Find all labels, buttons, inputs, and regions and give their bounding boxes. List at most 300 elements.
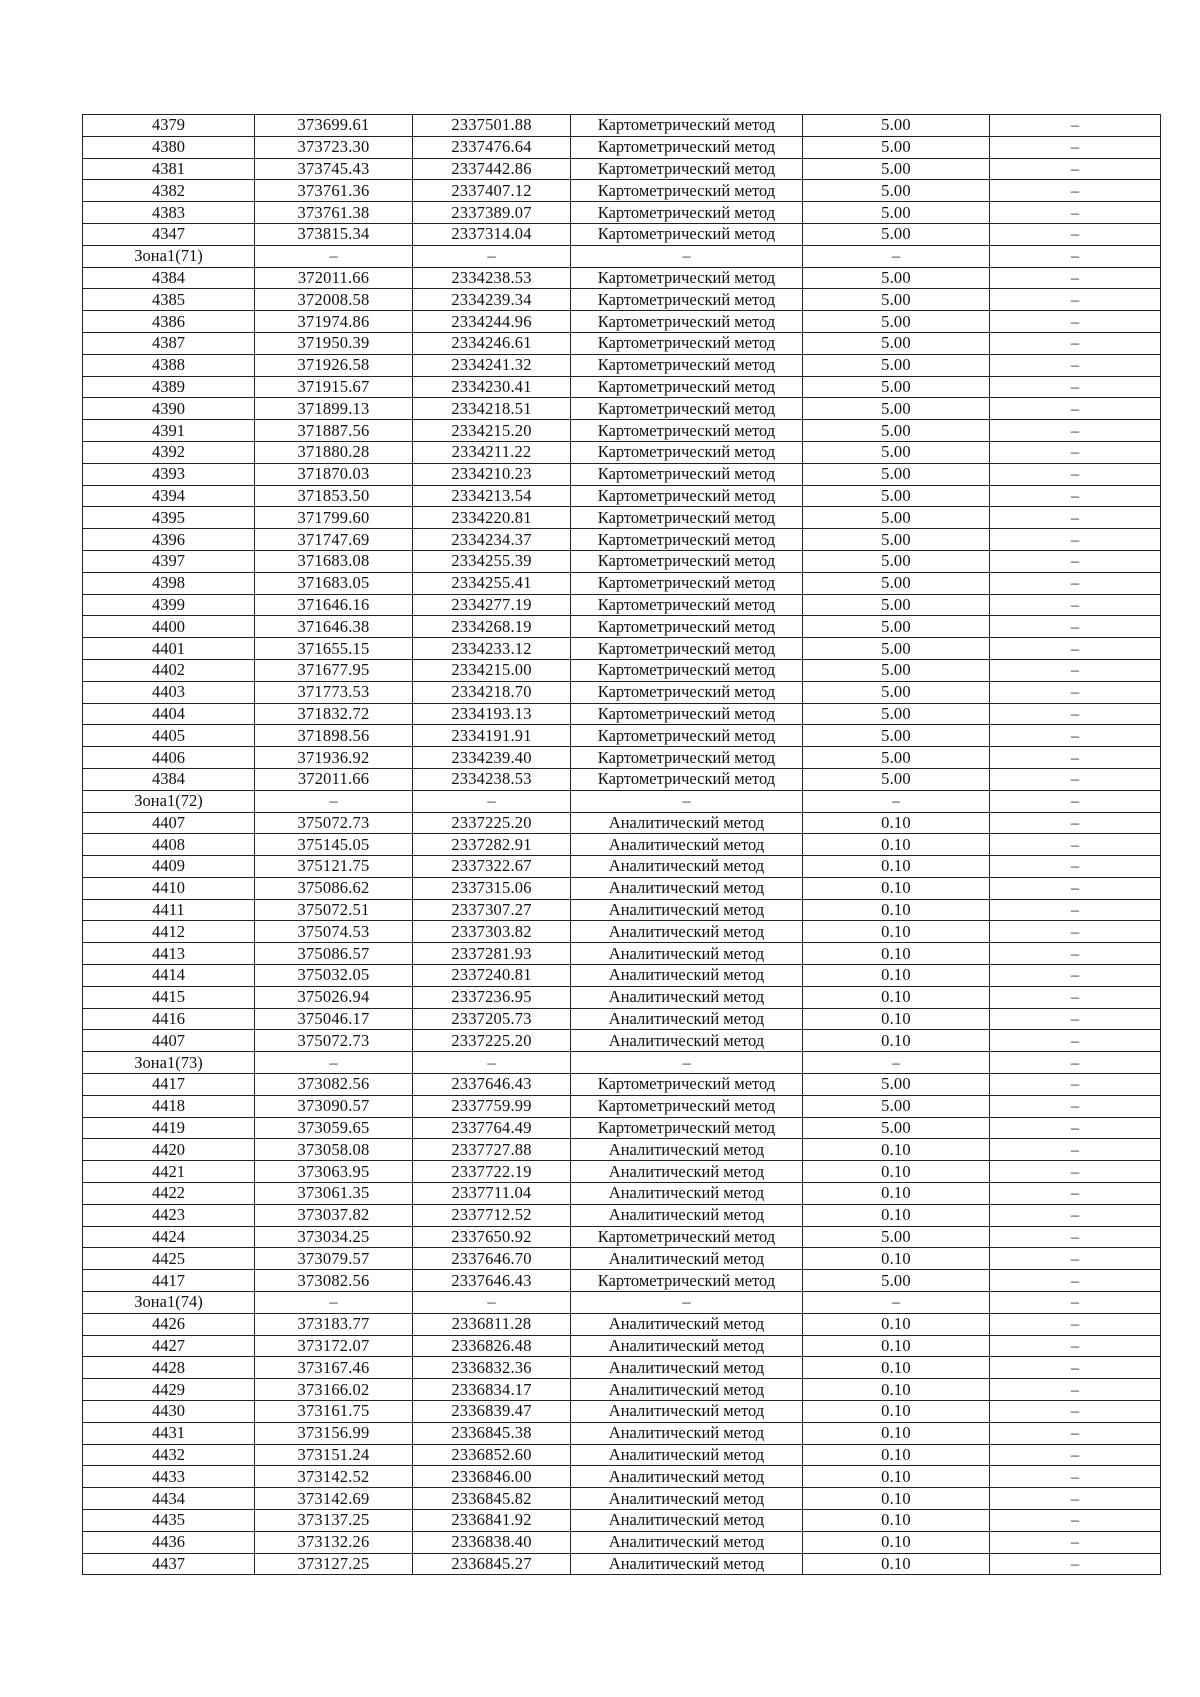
y-coordinate-cell: 2336845.27: [413, 1553, 571, 1575]
description-cell: –: [990, 1248, 1161, 1270]
table-row: [83, 1030, 1161, 1052]
x-coordinate-cell: 373079.57: [255, 1248, 413, 1270]
description-cell: –: [990, 768, 1161, 790]
accuracy-cell: 5.00: [803, 594, 990, 616]
method-cell: Картометрический метод: [571, 1074, 803, 1096]
point-number-cell: 4433: [83, 1466, 255, 1488]
y-coordinate-cell: 2337650.92: [413, 1226, 571, 1248]
x-coordinate-cell: 373723.30: [255, 136, 413, 158]
x-coordinate-cell: –: [255, 790, 413, 812]
y-coordinate-cell: 2334255.41: [413, 572, 571, 594]
method-cell: Картометрический метод: [571, 158, 803, 180]
x-coordinate-cell: 373127.25: [255, 1553, 413, 1575]
point-number-cell: 4424: [83, 1226, 255, 1248]
method-cell: Картометрический метод: [571, 681, 803, 703]
y-coordinate-cell: 2334238.53: [413, 768, 571, 790]
table-row: [83, 986, 1161, 1008]
accuracy-cell: 5.00: [803, 529, 990, 551]
point-number-cell: 4408: [83, 834, 255, 856]
accuracy-cell: 5.00: [803, 289, 990, 311]
method-cell: Картометрический метод: [571, 659, 803, 681]
accuracy-cell: 0.10: [803, 1313, 990, 1335]
point-number-cell: 4420: [83, 1139, 255, 1161]
y-coordinate-cell: 2337240.81: [413, 965, 571, 987]
description-cell: –: [990, 921, 1161, 943]
method-cell: Картометрический метод: [571, 376, 803, 398]
method-cell: Картометрический метод: [571, 223, 803, 245]
method-cell: Картометрический метод: [571, 1117, 803, 1139]
y-coordinate-cell: 2337711.04: [413, 1183, 571, 1205]
y-coordinate-cell: 2334234.37: [413, 529, 571, 551]
point-number-cell: 4394: [83, 485, 255, 507]
description-cell: –: [990, 572, 1161, 594]
point-number-cell: 4398: [83, 572, 255, 594]
y-coordinate-cell: 2337303.82: [413, 921, 571, 943]
x-coordinate-cell: 371926.58: [255, 354, 413, 376]
method-cell: Аналитический метод: [571, 1204, 803, 1226]
accuracy-cell: 5.00: [803, 638, 990, 660]
x-coordinate-cell: 373161.75: [255, 1401, 413, 1423]
accuracy-cell: 0.10: [803, 1248, 990, 1270]
table-row: [83, 202, 1161, 224]
x-coordinate-cell: 371880.28: [255, 441, 413, 463]
point-number-cell: 4417: [83, 1270, 255, 1292]
x-coordinate-cell: –: [255, 245, 413, 267]
x-coordinate-cell: 373132.26: [255, 1531, 413, 1553]
accuracy-cell: 5.00: [803, 354, 990, 376]
accuracy-cell: 0.10: [803, 856, 990, 878]
point-number-cell: 4388: [83, 354, 255, 376]
accuracy-cell: 5.00: [803, 311, 990, 333]
description-cell: –: [990, 1466, 1161, 1488]
point-number-cell: 4421: [83, 1161, 255, 1183]
table-row: [83, 616, 1161, 638]
table-row: [83, 725, 1161, 747]
point-number-cell: 4435: [83, 1510, 255, 1532]
table-row: [83, 812, 1161, 834]
y-coordinate-cell: 2334239.34: [413, 289, 571, 311]
accuracy-cell: 0.10: [803, 1161, 990, 1183]
x-coordinate-cell: 373058.08: [255, 1139, 413, 1161]
description-cell: –: [990, 1008, 1161, 1030]
point-number-cell: 4379: [83, 115, 255, 137]
description-cell: –: [990, 877, 1161, 899]
x-coordinate-cell: 373172.07: [255, 1335, 413, 1357]
y-coordinate-cell: 2334220.81: [413, 507, 571, 529]
coordinates-table: [82, 114, 1161, 1575]
accuracy-cell: 0.10: [803, 1422, 990, 1444]
description-cell: –: [990, 1161, 1161, 1183]
accuracy-cell: –: [803, 245, 990, 267]
x-coordinate-cell: 372011.66: [255, 267, 413, 289]
table-row: [83, 1313, 1161, 1335]
accuracy-cell: –: [803, 790, 990, 812]
description-cell: –: [990, 1553, 1161, 1575]
x-coordinate-cell: 373156.99: [255, 1422, 413, 1444]
method-cell: Аналитический метод: [571, 1313, 803, 1335]
x-coordinate-cell: –: [255, 1052, 413, 1074]
y-coordinate-cell: –: [413, 1052, 571, 1074]
x-coordinate-cell: 375026.94: [255, 986, 413, 1008]
x-coordinate-cell: 373142.69: [255, 1488, 413, 1510]
point-number-cell: 4382: [83, 180, 255, 202]
accuracy-cell: 5.00: [803, 485, 990, 507]
x-coordinate-cell: 371974.86: [255, 311, 413, 333]
accuracy-cell: 0.10: [803, 1357, 990, 1379]
x-coordinate-cell: 371832.72: [255, 703, 413, 725]
method-cell: –: [571, 1292, 803, 1314]
x-coordinate-cell: 373137.25: [255, 1510, 413, 1532]
description-cell: –: [990, 725, 1161, 747]
table-row: [83, 529, 1161, 551]
description-cell: –: [990, 180, 1161, 202]
method-cell: –: [571, 790, 803, 812]
y-coordinate-cell: 2336845.82: [413, 1488, 571, 1510]
point-number-cell: Зона1(73): [83, 1052, 255, 1074]
point-number-cell: Зона1(71): [83, 245, 255, 267]
description-cell: –: [990, 747, 1161, 769]
method-cell: Картометрический метод: [571, 747, 803, 769]
x-coordinate-cell: 375121.75: [255, 856, 413, 878]
point-number-cell: 4432: [83, 1444, 255, 1466]
y-coordinate-cell: 2334244.96: [413, 311, 571, 333]
table-row: [83, 1422, 1161, 1444]
point-number-cell: 4430: [83, 1401, 255, 1423]
point-number-cell: 4389: [83, 376, 255, 398]
table-row: [83, 921, 1161, 943]
method-cell: Аналитический метод: [571, 899, 803, 921]
description-cell: –: [990, 1074, 1161, 1096]
description-cell: –: [990, 812, 1161, 834]
method-cell: Картометрический метод: [571, 1226, 803, 1248]
x-coordinate-cell: 375145.05: [255, 834, 413, 856]
method-cell: Картометрический метод: [571, 594, 803, 616]
y-coordinate-cell: 2334277.19: [413, 594, 571, 616]
y-coordinate-cell: 2336845.38: [413, 1422, 571, 1444]
accuracy-cell: 5.00: [803, 681, 990, 703]
x-coordinate-cell: 373183.77: [255, 1313, 413, 1335]
description-cell: –: [990, 1226, 1161, 1248]
coordinates-table-body: [83, 115, 1161, 1575]
method-cell: Аналитический метод: [571, 1379, 803, 1401]
y-coordinate-cell: 2334218.51: [413, 398, 571, 420]
description-cell: –: [990, 245, 1161, 267]
description-cell: –: [990, 354, 1161, 376]
x-coordinate-cell: 375032.05: [255, 965, 413, 987]
table-row: [83, 463, 1161, 485]
y-coordinate-cell: 2336841.92: [413, 1510, 571, 1532]
x-coordinate-cell: 373151.24: [255, 1444, 413, 1466]
point-number-cell: 4413: [83, 943, 255, 965]
description-cell: –: [990, 834, 1161, 856]
table-row: [83, 747, 1161, 769]
accuracy-cell: 5.00: [803, 441, 990, 463]
x-coordinate-cell: 371853.50: [255, 485, 413, 507]
point-number-cell: 4418: [83, 1095, 255, 1117]
accuracy-cell: 5.00: [803, 1095, 990, 1117]
y-coordinate-cell: 2337322.67: [413, 856, 571, 878]
description-cell: –: [990, 1095, 1161, 1117]
method-cell: Аналитический метод: [571, 921, 803, 943]
table-row: [83, 834, 1161, 856]
accuracy-cell: 5.00: [803, 659, 990, 681]
table-row: [83, 398, 1161, 420]
description-cell: –: [990, 550, 1161, 572]
description-cell: –: [990, 1510, 1161, 1532]
method-cell: Аналитический метод: [571, 1422, 803, 1444]
table-row: [83, 1074, 1161, 1096]
y-coordinate-cell: 2334230.41: [413, 376, 571, 398]
zone-header-row: [83, 1292, 1161, 1314]
y-coordinate-cell: 2337476.64: [413, 136, 571, 158]
table-row: [83, 485, 1161, 507]
point-number-cell: 4391: [83, 420, 255, 442]
accuracy-cell: 0.10: [803, 1444, 990, 1466]
point-number-cell: 4397: [83, 550, 255, 572]
y-coordinate-cell: 2334218.70: [413, 681, 571, 703]
y-coordinate-cell: –: [413, 790, 571, 812]
table-row: [83, 1466, 1161, 1488]
x-coordinate-cell: 373063.95: [255, 1161, 413, 1183]
description-cell: –: [990, 616, 1161, 638]
table-row: [83, 1531, 1161, 1553]
x-coordinate-cell: 371683.08: [255, 550, 413, 572]
description-cell: –: [990, 1139, 1161, 1161]
accuracy-cell: 0.10: [803, 1379, 990, 1401]
table-row: [83, 1139, 1161, 1161]
y-coordinate-cell: 2336846.00: [413, 1466, 571, 1488]
point-number-cell: 4390: [83, 398, 255, 420]
y-coordinate-cell: 2337282.91: [413, 834, 571, 856]
point-number-cell: 4407: [83, 1030, 255, 1052]
description-cell: –: [990, 115, 1161, 137]
table-row: [83, 332, 1161, 354]
y-coordinate-cell: 2337727.88: [413, 1139, 571, 1161]
point-number-cell: 4436: [83, 1531, 255, 1553]
point-number-cell: 4409: [83, 856, 255, 878]
y-coordinate-cell: 2337646.70: [413, 1248, 571, 1270]
method-cell: Картометрический метод: [571, 1270, 803, 1292]
description-cell: –: [990, 1422, 1161, 1444]
point-number-cell: 4407: [83, 812, 255, 834]
x-coordinate-cell: 373090.57: [255, 1095, 413, 1117]
accuracy-cell: 5.00: [803, 180, 990, 202]
point-number-cell: 4423: [83, 1204, 255, 1226]
method-cell: Картометрический метод: [571, 441, 803, 463]
zone-header-row: [83, 790, 1161, 812]
point-number-cell: 4399: [83, 594, 255, 616]
y-coordinate-cell: 2336832.36: [413, 1357, 571, 1379]
point-number-cell: 4347: [83, 223, 255, 245]
accuracy-cell: 0.10: [803, 943, 990, 965]
table-row: [83, 354, 1161, 376]
method-cell: Картометрический метод: [571, 768, 803, 790]
y-coordinate-cell: 2336838.40: [413, 1531, 571, 1553]
point-number-cell: 4416: [83, 1008, 255, 1030]
y-coordinate-cell: 2337407.12: [413, 180, 571, 202]
y-coordinate-cell: 2337315.06: [413, 877, 571, 899]
point-number-cell: 4434: [83, 1488, 255, 1510]
table-row: [83, 1553, 1161, 1575]
description-cell: –: [990, 485, 1161, 507]
method-cell: Картометрический метод: [571, 136, 803, 158]
x-coordinate-cell: 373034.25: [255, 1226, 413, 1248]
y-coordinate-cell: 2334213.54: [413, 485, 571, 507]
accuracy-cell: 5.00: [803, 550, 990, 572]
y-coordinate-cell: 2334246.61: [413, 332, 571, 354]
description-cell: –: [990, 965, 1161, 987]
accuracy-cell: 5.00: [803, 202, 990, 224]
y-coordinate-cell: 2337646.43: [413, 1074, 571, 1096]
accuracy-cell: 5.00: [803, 1117, 990, 1139]
table-row: [83, 158, 1161, 180]
y-coordinate-cell: 2337759.99: [413, 1095, 571, 1117]
description-cell: –: [990, 376, 1161, 398]
y-coordinate-cell: 2334239.40: [413, 747, 571, 769]
method-cell: Картометрический метод: [571, 463, 803, 485]
accuracy-cell: 0.10: [803, 986, 990, 1008]
method-cell: Картометрический метод: [571, 267, 803, 289]
method-cell: Картометрический метод: [571, 616, 803, 638]
x-coordinate-cell: 371683.05: [255, 572, 413, 594]
x-coordinate-cell: 373082.56: [255, 1074, 413, 1096]
y-coordinate-cell: 2337722.19: [413, 1161, 571, 1183]
point-number-cell: Зона1(74): [83, 1292, 255, 1314]
description-cell: –: [990, 1335, 1161, 1357]
point-number-cell: 4392: [83, 441, 255, 463]
method-cell: Аналитический метод: [571, 1488, 803, 1510]
description-cell: –: [990, 1183, 1161, 1205]
description-cell: –: [990, 1313, 1161, 1335]
method-cell: Аналитический метод: [571, 1183, 803, 1205]
accuracy-cell: 0.10: [803, 1335, 990, 1357]
point-number-cell: 4380: [83, 136, 255, 158]
y-coordinate-cell: 2334193.13: [413, 703, 571, 725]
table-row: [83, 289, 1161, 311]
x-coordinate-cell: 372011.66: [255, 768, 413, 790]
x-coordinate-cell: 373761.36: [255, 180, 413, 202]
point-number-cell: Зона1(72): [83, 790, 255, 812]
accuracy-cell: 0.10: [803, 834, 990, 856]
table-row: [83, 136, 1161, 158]
table-row: [83, 703, 1161, 725]
method-cell: Аналитический метод: [571, 1139, 803, 1161]
x-coordinate-cell: 373082.56: [255, 1270, 413, 1292]
accuracy-cell: 5.00: [803, 115, 990, 137]
y-coordinate-cell: 2337764.49: [413, 1117, 571, 1139]
zone-header-row: [83, 1052, 1161, 1074]
x-coordinate-cell: 375086.57: [255, 943, 413, 965]
method-cell: Аналитический метод: [571, 1466, 803, 1488]
description-cell: –: [990, 1030, 1161, 1052]
accuracy-cell: 0.10: [803, 1401, 990, 1423]
x-coordinate-cell: 371936.92: [255, 747, 413, 769]
point-number-cell: 4387: [83, 332, 255, 354]
accuracy-cell: 5.00: [803, 703, 990, 725]
description-cell: –: [990, 1444, 1161, 1466]
table-row: [83, 115, 1161, 137]
table-row: [83, 1379, 1161, 1401]
method-cell: Аналитический метод: [571, 1444, 803, 1466]
description-cell: –: [990, 136, 1161, 158]
method-cell: Аналитический метод: [571, 1030, 803, 1052]
point-number-cell: 4410: [83, 877, 255, 899]
x-coordinate-cell: 375086.62: [255, 877, 413, 899]
accuracy-cell: 5.00: [803, 223, 990, 245]
y-coordinate-cell: 2334211.22: [413, 441, 571, 463]
accuracy-cell: 0.10: [803, 921, 990, 943]
accuracy-cell: 5.00: [803, 267, 990, 289]
accuracy-cell: 5.00: [803, 572, 990, 594]
x-coordinate-cell: 371898.56: [255, 725, 413, 747]
x-coordinate-cell: 375072.73: [255, 1030, 413, 1052]
y-coordinate-cell: 2337307.27: [413, 899, 571, 921]
x-coordinate-cell: 371915.67: [255, 376, 413, 398]
method-cell: Аналитический метод: [571, 834, 803, 856]
description-cell: –: [990, 856, 1161, 878]
table-row: [83, 965, 1161, 987]
x-coordinate-cell: –: [255, 1292, 413, 1314]
accuracy-cell: 0.10: [803, 1183, 990, 1205]
y-coordinate-cell: –: [413, 245, 571, 267]
method-cell: Картометрический метод: [571, 550, 803, 572]
method-cell: Картометрический метод: [571, 485, 803, 507]
method-cell: Аналитический метод: [571, 812, 803, 834]
x-coordinate-cell: 373059.65: [255, 1117, 413, 1139]
table-row: [83, 681, 1161, 703]
table-row: [83, 572, 1161, 594]
point-number-cell: 4431: [83, 1422, 255, 1444]
description-cell: –: [990, 1401, 1161, 1423]
description-cell: –: [990, 158, 1161, 180]
point-number-cell: 4381: [83, 158, 255, 180]
table-row: [83, 659, 1161, 681]
y-coordinate-cell: 2334233.12: [413, 638, 571, 660]
accuracy-cell: 5.00: [803, 332, 990, 354]
table-row: [83, 507, 1161, 529]
accuracy-cell: –: [803, 1052, 990, 1074]
description-cell: –: [990, 529, 1161, 551]
accuracy-cell: 5.00: [803, 507, 990, 529]
accuracy-cell: 5.00: [803, 1226, 990, 1248]
description-cell: –: [990, 441, 1161, 463]
accuracy-cell: 0.10: [803, 812, 990, 834]
table-row: [83, 1270, 1161, 1292]
description-cell: –: [990, 223, 1161, 245]
method-cell: Картометрический метод: [571, 354, 803, 376]
description-cell: –: [990, 790, 1161, 812]
accuracy-cell: 0.10: [803, 965, 990, 987]
method-cell: Аналитический метод: [571, 1008, 803, 1030]
description-cell: –: [990, 1357, 1161, 1379]
y-coordinate-cell: 2336852.60: [413, 1444, 571, 1466]
description-cell: –: [990, 202, 1161, 224]
point-number-cell: 4383: [83, 202, 255, 224]
method-cell: Картометрический метод: [571, 420, 803, 442]
x-coordinate-cell: 371870.03: [255, 463, 413, 485]
table-row: [83, 1008, 1161, 1030]
point-number-cell: 4405: [83, 725, 255, 747]
description-cell: –: [990, 943, 1161, 965]
accuracy-cell: 5.00: [803, 136, 990, 158]
table-row: [83, 1444, 1161, 1466]
table-row: [83, 1488, 1161, 1510]
y-coordinate-cell: 2334191.91: [413, 725, 571, 747]
y-coordinate-cell: 2337501.88: [413, 115, 571, 137]
accuracy-cell: 5.00: [803, 1270, 990, 1292]
y-coordinate-cell: 2334268.19: [413, 616, 571, 638]
accuracy-cell: 5.00: [803, 768, 990, 790]
